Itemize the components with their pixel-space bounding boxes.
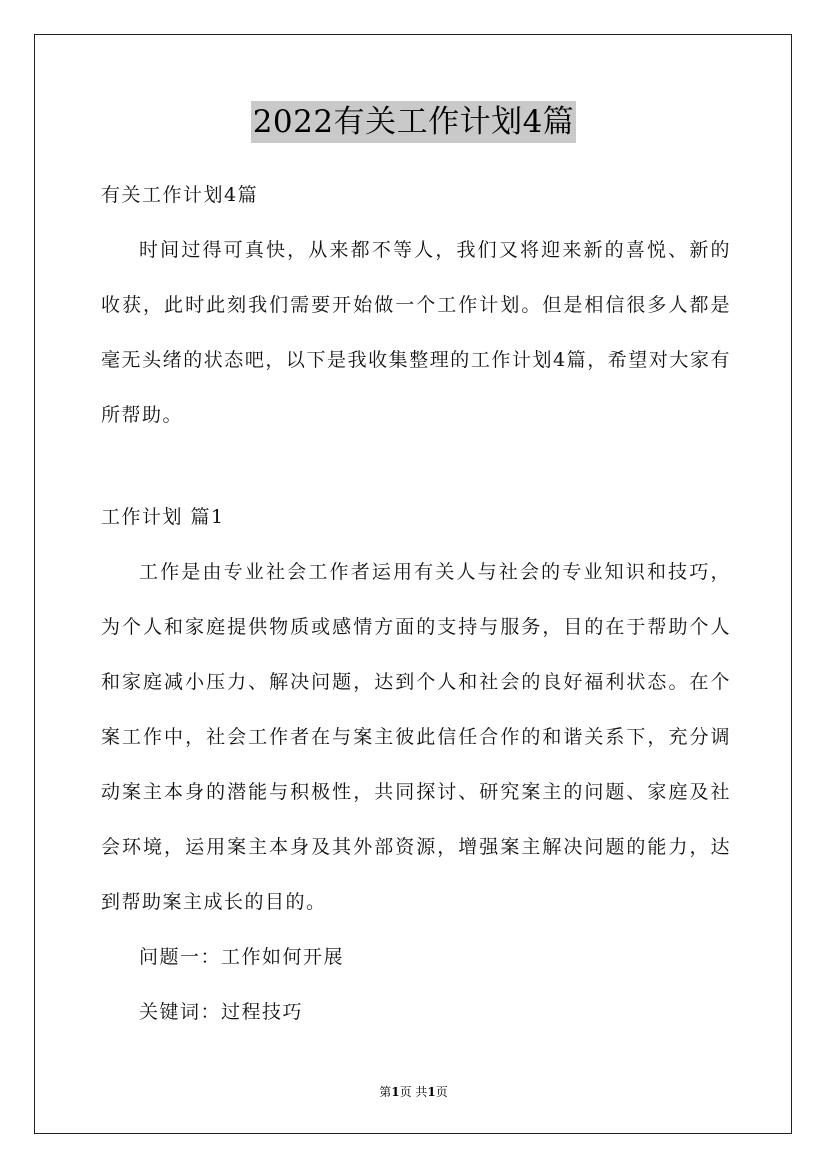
page-label-middle: 页 共 <box>399 1085 428 1099</box>
intro-paragraph: 时间过得可真快，从来都不等人，我们又将迎来新的喜悦、新的收获，此时此刻我们需要开始做一个工作计划。但是相信很多人都是毫无头绪的状态吧，以下是我收集整理的工作计划4篇，希望对大家有所帮助。 <box>101 239 731 426</box>
page-total-number: 1 <box>427 1085 436 1099</box>
section-paragraph: 工作是由专业社会工作者运用有关人与社会的专业知识和技巧，为个人和家庭提供物质或感情方面的支持与服务，目的在于帮助个人和家庭减小压力、解决问题，达到个人和社会的良好福利状态。在个案工作中，社会工作者在与案主彼此信任合作的和谐关系下，充分调动案主本身的潜能与积极性，共同探讨、研究案主的问题、家庭及社会环境，运用案主本身及其外部资源，增强案主解决问题的能力，达到帮助案主成长的目的。 <box>101 561 731 913</box>
page-footer <box>0 1083 827 1101</box>
keywords-line: 关键词：过程技巧 <box>139 1001 304 1023</box>
document-title: 2022有关工作计划4篇 <box>251 101 577 143</box>
section-spacer <box>101 443 731 490</box>
page-label-suffix: 页 <box>435 1085 448 1099</box>
section-heading: 工作计划 篇1 <box>101 506 225 528</box>
title-container <box>0 101 827 143</box>
page-current-number: 1 <box>391 1085 400 1099</box>
document-body <box>101 168 731 1040</box>
question-line: 问题一：工作如何开展 <box>139 946 345 968</box>
page-label-prefix: 第 <box>379 1085 392 1099</box>
subtitle: 有关工作计划4篇 <box>101 184 259 206</box>
